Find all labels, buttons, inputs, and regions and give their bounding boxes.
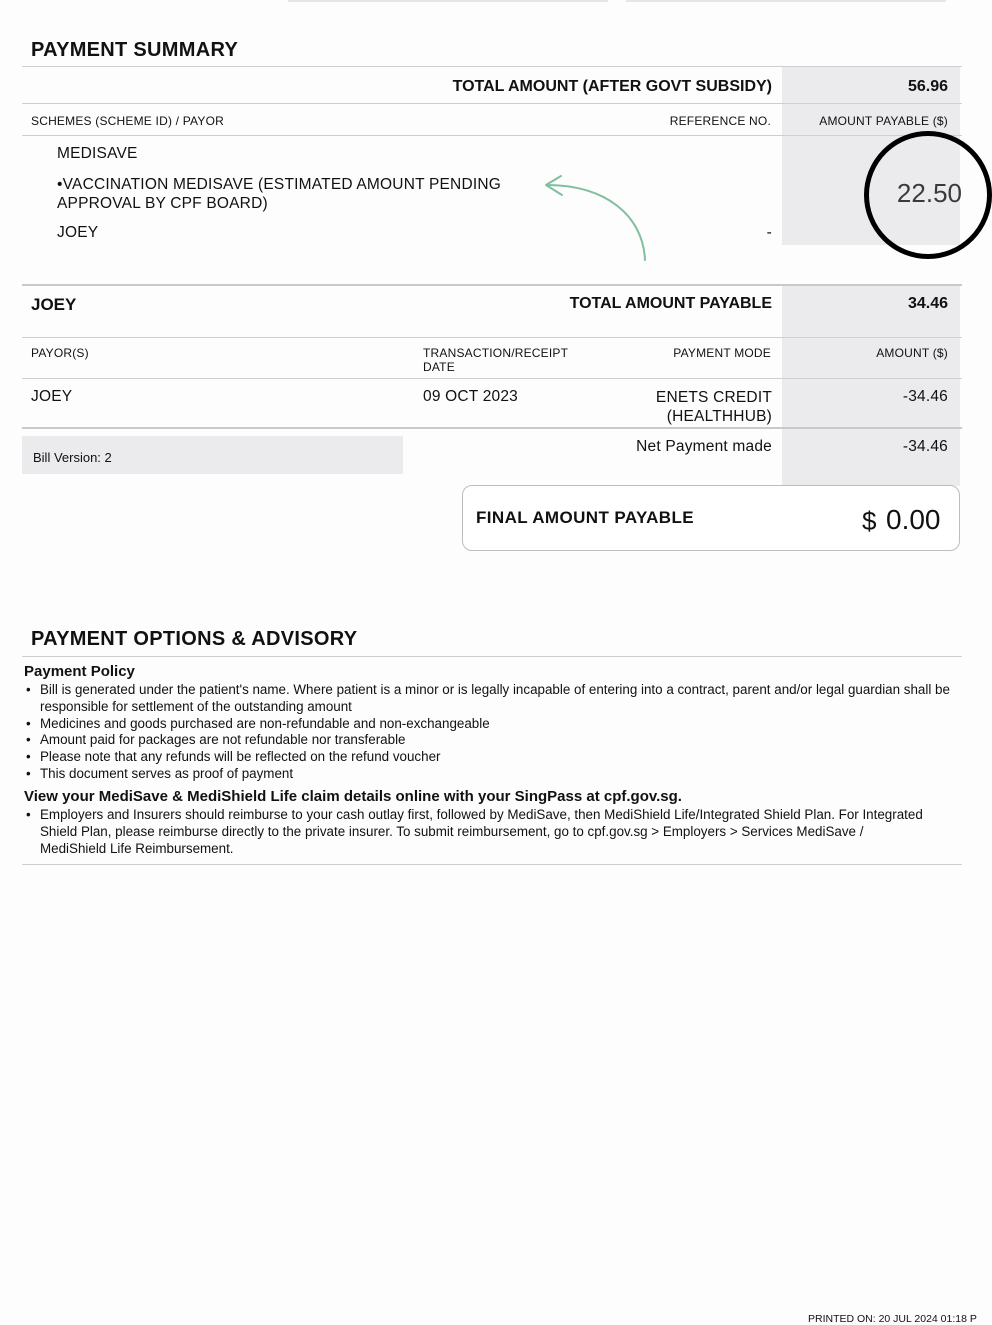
row-payment-mode: ENETS CREDIT (HEALTHHUB) <box>655 389 772 425</box>
list-item <box>26 766 951 783</box>
scheme-item <box>57 175 557 213</box>
bullet-icon: • <box>26 732 31 748</box>
payment-policy-list <box>26 682 951 783</box>
divider <box>22 864 962 865</box>
bullet-icon: • <box>26 749 31 765</box>
annotation-circle-icon <box>864 131 992 259</box>
total-after-subsidy-label: TOTAL AMOUNT (AFTER GOVT SUBSIDY) <box>452 78 772 95</box>
bullet-icon: • <box>26 807 31 822</box>
policy-text: Amount paid for packages are not refundable nor transferable <box>40 732 406 748</box>
bullet-icon: • <box>26 765 31 781</box>
scheme-reference: - <box>766 224 772 241</box>
payment-summary-title: PAYMENT SUMMARY <box>31 39 239 61</box>
net-payment-label: Net Payment made <box>636 438 772 455</box>
col-header-schemes: SCHEMES (SCHEME ID) / PAYOR <box>31 114 224 128</box>
top-divider-right <box>626 0 946 2</box>
payment-policy-heading: Payment Policy <box>24 663 135 680</box>
final-amount-label: FINAL AMOUNT PAYABLE <box>476 508 695 527</box>
list-item <box>26 716 951 733</box>
medisave-heading: View your MediSave & MediShield Life claim details online with your SingPass at cpf.gov.sg. <box>24 788 682 805</box>
divider <box>22 656 962 657</box>
list-item <box>26 732 951 749</box>
final-amount-currency: $ <box>862 506 877 536</box>
col-header-reference: REFERENCE NO. <box>669 114 771 128</box>
policy-text: Please note that any refunds will be reflected on the refund voucher <box>40 749 441 765</box>
medisave-text: Employers and Insurers should reimburse to your cash outlay first, followed by MediSave, then MediShield Life/Integrated Shield Plan. For Integrated Shield Plan, please reimburse directly to the private insurer. To submit reimbursement, go to cpf.gov.sg > Employers > Services MediSave / MediShield Life Reimbursement. <box>40 807 923 856</box>
total-amount-payable-value: 34.46 <box>907 295 948 312</box>
col-header-payment-mode: PAYMENT MODE <box>673 346 771 360</box>
list-item <box>26 682 951 716</box>
total-after-subsidy-value: 56.96 <box>907 78 948 95</box>
bullet-icon: • <box>26 715 31 731</box>
net-payment-value: -34.46 <box>902 438 948 455</box>
divider <box>22 337 962 338</box>
payable-column-shade <box>782 286 960 486</box>
bullet-icon: • <box>57 176 63 193</box>
advisory-title: PAYMENT OPTIONS & ADVISORY <box>31 628 358 650</box>
final-amount-value: 0.00 <box>886 504 941 535</box>
col-header-payors: PAYOR(S) <box>31 346 89 360</box>
divider <box>22 427 962 429</box>
total-amount-payable-label: TOTAL AMOUNT PAYABLE <box>569 295 772 312</box>
top-divider-left <box>288 0 608 2</box>
divider <box>22 135 962 136</box>
col-header-amount: AMOUNT ($) <box>876 346 948 360</box>
medisave-list <box>26 807 931 857</box>
row-date: 09 OCT 2023 <box>423 388 518 405</box>
scheme-amount: 22.50 <box>896 178 962 208</box>
col-header-date: TRANSACTION/RECEIPT DATE <box>423 346 568 374</box>
policy-text: This document serves as proof of payment <box>40 765 294 781</box>
bullet-icon: • <box>26 682 31 697</box>
col-header-amount-payable: AMOUNT PAYABLE ($) <box>819 114 948 128</box>
scheme-name: MEDISAVE <box>57 145 138 162</box>
scheme-payor: JOEY <box>57 224 99 241</box>
policy-text: Bill is generated under the patient's name. Where patient is a minor or is legally incapable of entering into a contract, parent and/or legal guardian shall be responsible for settlement of the outstanding amount <box>40 682 950 714</box>
annotation-arrow-icon <box>535 170 660 265</box>
printed-on: PRINTED ON: 20 JUL 2024 01:18 P <box>808 1313 977 1325</box>
bill-version: Bill Version: 2 <box>33 450 112 465</box>
divider <box>22 103 962 104</box>
divider <box>22 378 962 379</box>
patient-name: JOEY <box>31 295 77 314</box>
row-amount: -34.46 <box>902 388 948 405</box>
policy-text: Medicines and goods purchased are non-refundable and non-exchangeable <box>40 715 490 731</box>
row-payor: JOEY <box>31 388 73 405</box>
scheme-item-text: VACCINATION MEDISAVE (ESTIMATED AMOUNT PENDING APPROVAL BY CPF BOARD) <box>57 176 502 212</box>
list-item <box>26 749 951 766</box>
list-item <box>26 807 931 857</box>
